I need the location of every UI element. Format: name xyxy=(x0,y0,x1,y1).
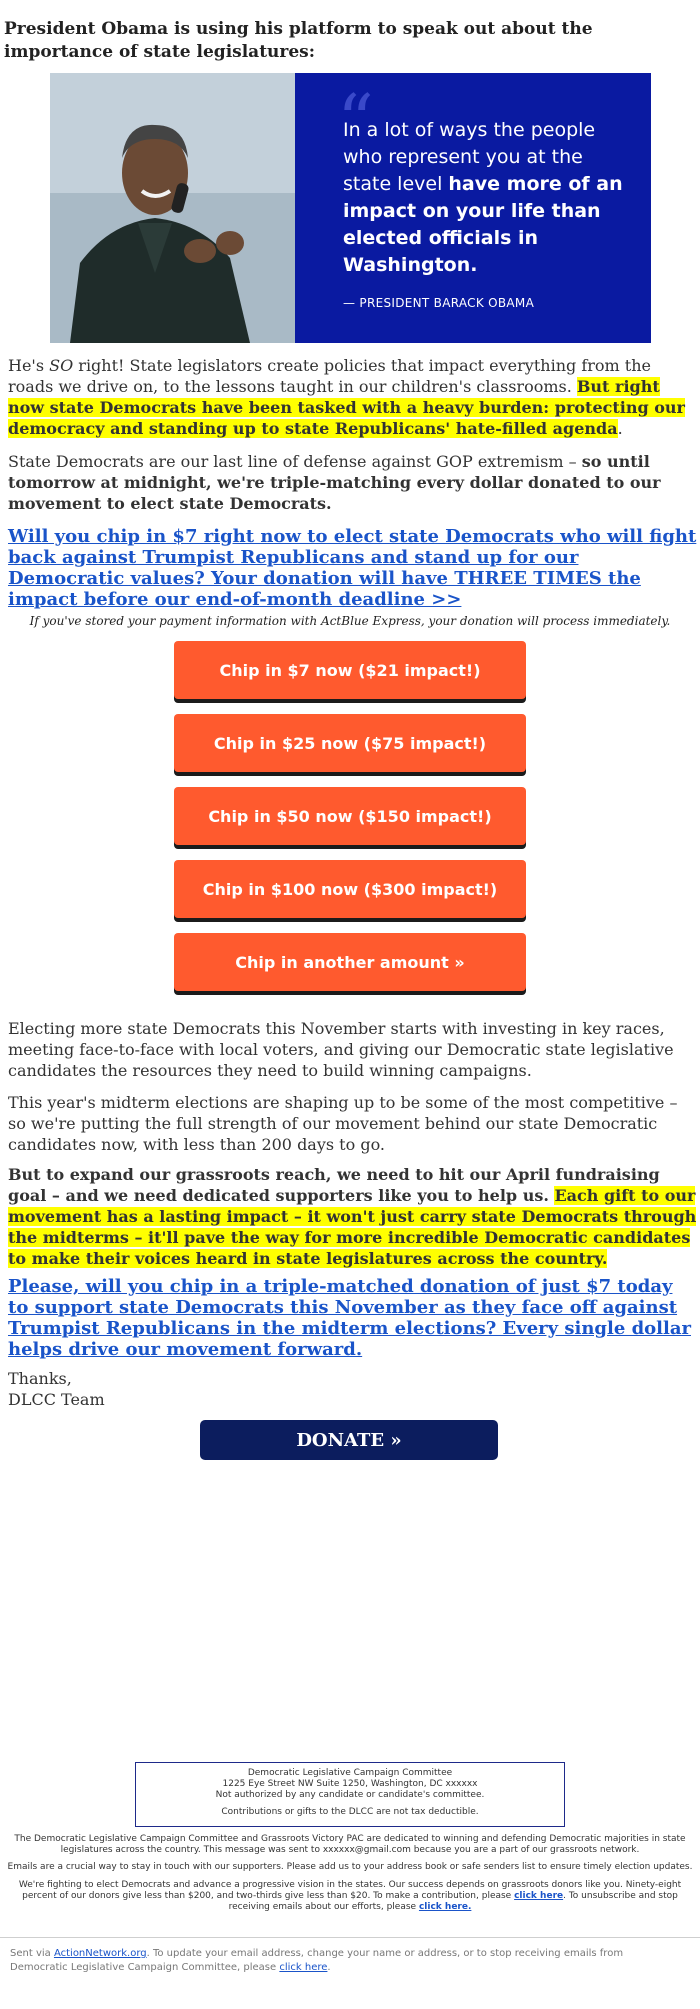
p1-end: . xyxy=(617,419,623,438)
address-box xyxy=(135,1762,565,1827)
obama-quote-banner xyxy=(50,73,651,343)
donate-link-1-wrap xyxy=(4,526,700,610)
chip-other-amount-button[interactable]: Chip in another amount » xyxy=(174,933,526,991)
p1-so: SO xyxy=(49,356,74,375)
p5-highlight: Each gift to our movement has a lasting impact – it won't just carry state Democrats through the midterms – it'll pave the way for more incredible Democratic candidates to make their voices heard in state legislatures across the country. xyxy=(8,1186,697,1268)
sent-text-c: . xyxy=(327,1962,331,1973)
paragraph-1 xyxy=(4,355,700,439)
chip-50-button[interactable]: Chip in $50 now ($150 impact!) xyxy=(174,787,526,845)
p1-text-a: He's xyxy=(8,356,50,375)
unsubscribe-link[interactable]: click here. xyxy=(418,1902,472,1912)
signoff xyxy=(4,1368,700,1410)
footer-donors-text: We're fighting to elect Democrats and advance a progressive vision in the states. Our success depends on grassroots donors like you. Ninety-eight percent of our donors give less than $200, and two-thirds give less than $20. To make a contribution, please xyxy=(18,1880,682,1901)
chip-7-button[interactable]: Chip in $7 now ($21 impact!) xyxy=(174,641,526,699)
chip-25-button[interactable]: Chip in $25 now ($75 impact!) xyxy=(174,714,526,772)
footer-donors xyxy=(6,1880,694,1913)
paragraph-5 xyxy=(4,1164,700,1269)
p1-text-b: right! State legislators create policies that impact everything from the roads we drive on, to the lessons taught in our children's classrooms. xyxy=(8,356,651,396)
tax-note: Contributions or gifts to the DLCC are not tax deductible. xyxy=(221,1807,479,1817)
quote-text xyxy=(343,117,633,279)
actionnetwork-link[interactable]: ActionNetwork.org xyxy=(53,1948,147,1959)
sent-via-notice xyxy=(10,1947,680,1975)
update-email-link[interactable]: click here xyxy=(279,1962,328,1973)
quote-emphasis: have more of an impact on your life than elected officials in Washington. xyxy=(343,173,623,276)
quote-mark-icon: “ xyxy=(337,79,374,163)
actblue-note: If you've stored your payment information with ActBlue Express, your donation will process immediately. xyxy=(29,614,671,628)
org-auth: Not authorized by any candidate or candidate's committee. xyxy=(215,1790,485,1800)
footer-mission: The Democratic Legislative Campaign Committee and Grassroots Victory PAC are dedicated to winning and defending Democratic majorities in state legislatures across the country. This message was sent to xxxxxx@gmail.com because you are a part of our grassroots network. xyxy=(14,1834,686,1855)
p2-bold: so until tomorrow at midnight, we're triple-matching every dollar donated to our movement to elect state Democrats. xyxy=(8,452,661,513)
paragraph-4: This year's midterm elections are shaping up to be some of the most competitive – so we're putting the full strength of our movement behind our state Democratic candidates now, with less than 200 days to go. xyxy=(8,1093,678,1154)
paragraph-2 xyxy=(4,451,700,514)
donate-link-2-wrap xyxy=(4,1276,700,1360)
headline: President Obama is using his platform to speak out about the importance of state legislatures: xyxy=(4,19,593,62)
donate-button[interactable]: DONATE » xyxy=(200,1420,498,1460)
obama-photo xyxy=(50,73,295,343)
donate-link-2[interactable]: Please, will you chip in a triple-matched donation of just $7 today to support state Democrats this November as they face off against Trumpist Republicans in the midterm elections? Every single dollar helps drive our movement forward. xyxy=(8,1276,691,1360)
signoff-thanks: Thanks, xyxy=(8,1369,72,1388)
quote-panel xyxy=(295,73,651,343)
p2-text-a: State Democrats are our last line of defense against GOP extremism – xyxy=(8,452,582,471)
donate-link-1[interactable]: Will you chip in $7 right now to elect state Democrats who will fight back against Trumpist Republicans and stand up for our Democratic values? Your donation will have THREE TIMES the impact before our end-of-month deadline >> xyxy=(8,526,697,610)
sent-text-b: . To update your email address, change your name or address, or to stop receiving emails from Democratic Legislative Campaign Committee, please xyxy=(10,1948,624,1973)
p1-highlight: But right now state Democrats have been tasked with a heavy burden: protecting our democracy and standing up to state Republicans' hate-filled agenda xyxy=(8,377,685,438)
quote-lead: In a lot of ways the people who represent you at the state level xyxy=(343,119,596,195)
signoff-team: DLCC Team xyxy=(8,1390,105,1409)
chip-100-button[interactable]: Chip in $100 now ($300 impact!) xyxy=(174,860,526,918)
sent-text-a: Sent via xyxy=(10,1948,54,1959)
org-name: Democratic Legislative Campaign Committee xyxy=(247,1768,453,1778)
footer-safe-senders: Emails are a crucial way to stay in touch with our supporters. Please add us to your address book or safe senders list to ensure timely election updates. xyxy=(7,1862,693,1872)
org-street: 1225 Eye Street NW Suite 1250, Washington, DC xxxxxx xyxy=(222,1779,478,1789)
p5-bold: But to expand our grassroots reach, we need to hit our April fundraising goal – and we need dedicated supporters like you to help us. xyxy=(8,1165,660,1205)
footer-unsub-text: . To unsubscribe and stop receiving emails about our efforts, please xyxy=(228,1891,678,1912)
quote-attribution: — PRESIDENT BARACK OBAMA xyxy=(343,296,535,310)
paragraph-3: Electing more state Democrats this November starts with investing in key races, meeting face-to-face with local voters, and giving our Democratic state legislative candidates the resources they need to build winning campaigns. xyxy=(8,1019,674,1080)
contribute-link[interactable]: click here xyxy=(514,1891,564,1901)
footer-divider xyxy=(0,1937,700,1938)
